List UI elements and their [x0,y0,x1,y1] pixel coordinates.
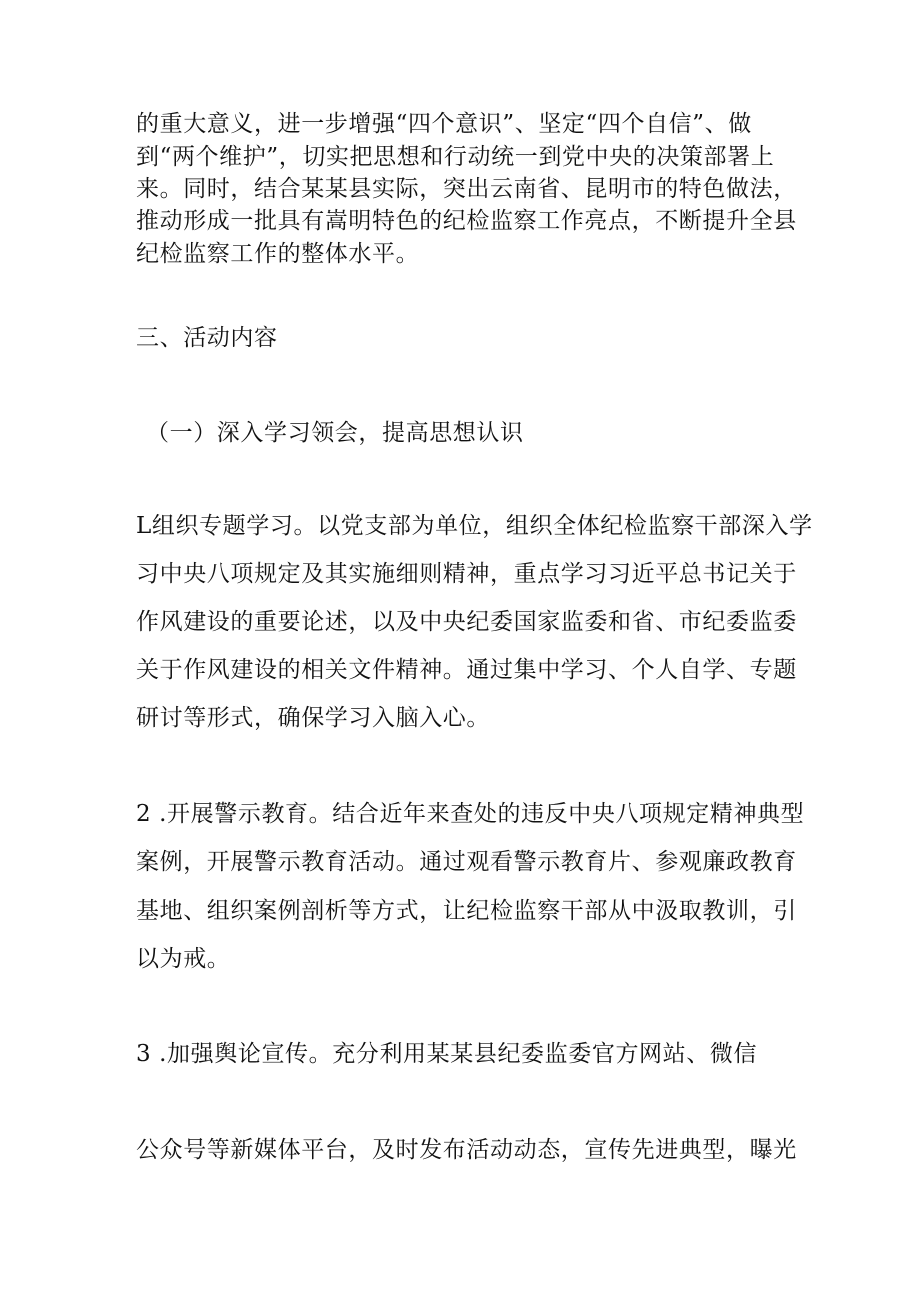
intro-line-5: 纪检监察工作的整体水平。 [136,241,420,267]
intro-line-4: 推动形成一批具有嵩明特色的纪检监察工作亮点，不断提升全县 [136,208,797,234]
section-heading: 三、活动内容 [136,325,278,351]
item1-line-1: L组织专题学习。以党支部为单位，组织全体纪检监察干部深入学 [136,513,813,539]
item1-line-5: 研讨等形式，确保学习入脑入心。 [136,705,490,731]
item2-line-3: 基地、组织案例剖析等方式，让纪检监察干部从中汲取教训，引 [136,898,797,924]
intro-line-2: 到“两个维护”，切实把思想和行动统一到党中央的决策部署上 [136,144,775,170]
item3-line-2: 公众号等新媒体平台，及时发布活动动态，宣传先进典型，曝光 [136,1137,797,1163]
item1-line-4: 关于作风建设的相关文件精神。通过集中学习、个人自学、专题 [136,657,797,683]
item2-line-2: 案例，开展警示教育活动。通过观看警示教育片、参观廉政教育 [136,849,797,875]
item2-line-4: 以为戒。 [136,946,231,972]
intro-line-3: 来。同时，结合某某县实际，突出云南省、昆明市的特色做法， [136,176,797,202]
subsection-heading: （一）深入学习领会，提高思想认识 [146,420,524,446]
item2-line-1: 2 .开展警示教育。结合近年来查处的违反中央八项规定精神典型 [136,801,805,827]
item1-line-2: 习中央八项规定及其实施细则精神，重点学习习近平总书记关于 [136,561,797,587]
item3-line-1: 3 .加强舆论宣传。充分利用某某县纪委监委官方网站、微信 [136,1041,758,1067]
item1-line-3: 作风建设的重要论述，以及中央纪委国家监委和省、市纪委监委 [136,609,797,635]
intro-line-1: 的重大意义，进一步增强“四个意识”、坚定“四个自信”、做 [136,111,752,137]
